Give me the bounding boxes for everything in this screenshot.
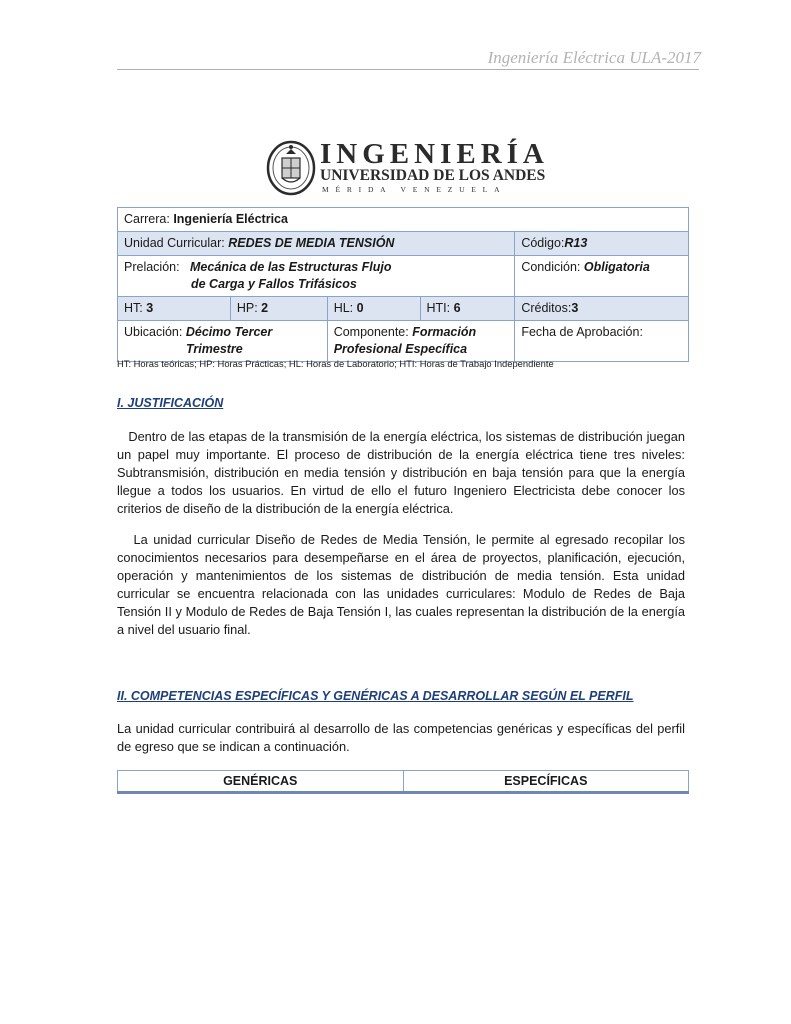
running-header-title: Ingeniería Eléctrica ULA-2017 [487,48,701,67]
ht-label: HT: [124,301,147,315]
justificacion-paragraph-1: Dentro de las etapas de la transmisión de la energía eléctrica, los sistemas de distribución juegan un papel muy importante. El proceso de distribución de la energía eléctrica tiene tres niveles: Subtransmisión, distribución en media tensión y distribución en baja tensión para que la energía llegue a todos los usuarios. En virtud de ello el futuro Ingeniero Electricista debe conocer los criterios de diseño de la distribución de la energía eléctrica. [117,429,689,516]
codigo-label: Código: [521,236,565,250]
logo-location: MÉRIDA VENEZUELA [322,185,507,194]
ubicacion-line2: Trimestre [186,342,243,356]
competencias-table [117,770,689,794]
prelacion-line2: de Carga y Fallos Trifásicos [191,277,357,291]
ht-cell [118,297,231,321]
header-rule [117,69,699,70]
ubicacion-cell [118,321,328,362]
carrera-value: Ingeniería Eléctrica [173,212,288,226]
hti-value: 6 [453,301,461,315]
hl-label: HL: [333,301,357,315]
course-info-table [117,207,689,362]
prelacion-label: Prelación: [124,260,180,274]
ubicacion-label: Ubicación: [124,325,186,339]
column-header-especificas: ESPECÍFICAS [403,771,689,793]
section-heading-competencias: II. COMPETENCIAS ESPECÍFICAS Y GENÉRICAS A DESARROLLAR SEGÚN EL PERFIL [117,689,634,703]
carrera-cell [118,208,689,232]
unidad-label: Unidad Curricular: [124,236,229,250]
hl-value: 0 [356,301,364,315]
university-logo [266,138,549,196]
componente-line1: Formación [412,325,477,339]
fecha-label: Fecha de Aprobación: [521,325,643,339]
hti-cell [420,297,515,321]
creditos-cell [515,297,689,321]
componente-label: Componente: [333,325,413,339]
fecha-cell [515,321,689,362]
hp-cell [230,297,327,321]
hours-legend: HT: Horas teóricas; HP: Horas Prácticas; HL: Horas de Laboratorio; HTI: Horas de Trabajo Independiente [117,358,554,369]
ubicacion-line1: Décimo Tercer [185,325,273,339]
componente-cell [327,321,515,362]
hp-value: 2 [261,301,269,315]
justificacion-paragraph-2: La unidad curricular Diseño de Redes de Media Tensión, le permite al egresado recopilar los conocimientos necesarios para desempeñarse en el área de proyectos, planificación, ejecución, operación y mantenimientos de los sistemas de distribución de media tensión. Esta unidad curricular se encuentra relacionada con las unidades curriculares: Modulo de Redes de Baja Tensión II y Modulo de Redes de Baja Tensión I, las cuales representan la distribución de la energía a nivel del usuario final. [117,532,689,637]
carrera-label: Carrera: [124,212,174,226]
unidad-cell [118,232,515,256]
university-seal-icon [266,140,316,196]
prelacion-line1: Mecánica de las Estructuras Flujo [190,260,392,274]
condicion-cell [515,256,689,297]
competencias-paragraph: La unidad curricular contribuirá al desarrollo de las competencias genéricas y específicas del perfil de egreso que se indican a continuación. [117,721,685,754]
column-header-genericas: GENÉRICAS [118,771,404,793]
creditos-label: Créditos: [521,301,572,315]
prelacion-cell [118,256,515,297]
logo-wordmark: INGENIERÍA [320,138,549,170]
creditos-value: 3 [571,301,579,315]
section-heading-justificacion: I. JUSTIFICACIÓN [117,396,224,410]
hl-cell [327,297,420,321]
condicion-label: Condición: [521,260,584,274]
unidad-value: REDES DE MEDIA TENSIÓN [228,236,395,250]
logo-university-name: UNIVERSIDAD DE LOS ANDES [320,167,546,184]
componente-line2: Profesional Específica [333,342,468,356]
codigo-value: R13 [564,236,588,250]
ht-value: 3 [146,301,154,315]
condicion-value: Obligatoria [583,260,650,274]
hti-label: HTI: [426,301,454,315]
hp-label: HP: [236,301,262,315]
codigo-cell [515,232,689,256]
